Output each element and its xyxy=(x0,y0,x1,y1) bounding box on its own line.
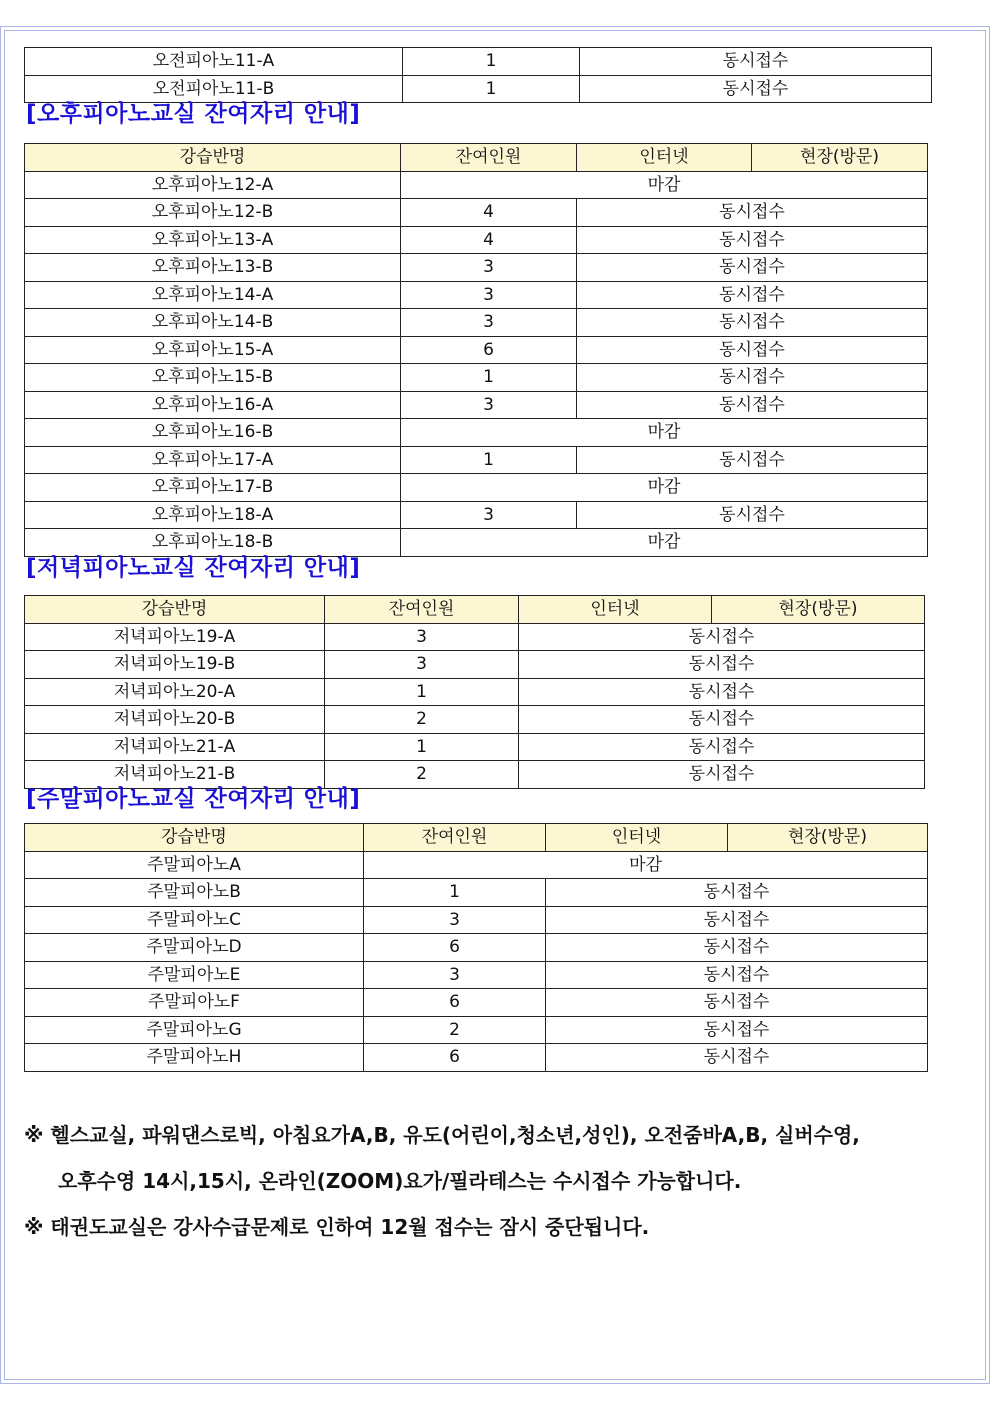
table-row xyxy=(25,879,928,907)
class-name-cell: 오후피아노13-A xyxy=(25,226,401,254)
table-row xyxy=(25,391,928,419)
closed-status-cell: 마감 xyxy=(401,474,928,502)
class-name-cell: 주말피아노A xyxy=(25,851,364,879)
weekend-piano-table xyxy=(24,823,928,1072)
class-name-cell: 오후피아노13-B xyxy=(25,254,401,282)
remaining-count-cell: 2 xyxy=(364,1016,546,1044)
class-name-cell: 오후피아노14-B xyxy=(25,309,401,337)
table-row xyxy=(25,1044,928,1072)
remaining-count-cell: 1 xyxy=(401,446,577,474)
class-name-cell: 저녁피아노20-A xyxy=(25,678,325,706)
table-row xyxy=(25,851,928,879)
class-name-cell: 주말피아노G xyxy=(25,1016,364,1044)
notice-line-2: 오후수영 14시,15시, 온라인(ZOOM)요가/필라테스는 수시접수 가능합니다. xyxy=(58,1169,742,1193)
table-row xyxy=(25,254,928,282)
class-name-cell: 오후피아노17-B xyxy=(25,474,401,502)
table-header-row xyxy=(25,596,925,624)
afternoon-section-heading: [오후피아노교실 잔여자리 안내] xyxy=(26,101,361,127)
class-name-cell: 오후피아노12-A xyxy=(25,171,401,199)
remaining-count-cell: 3 xyxy=(325,651,519,679)
column-header: 강습반명 xyxy=(25,824,364,852)
closed-status-cell: 마감 xyxy=(401,171,928,199)
class-name-cell: 주말피아노F xyxy=(25,989,364,1017)
status-cell: 동시접수 xyxy=(580,48,932,76)
table-row xyxy=(25,336,928,364)
class-name-cell: 오후피아노18-A xyxy=(25,501,401,529)
status-cell: 동시접수 xyxy=(546,961,928,989)
remaining-count-cell: 2 xyxy=(325,706,519,734)
table-row xyxy=(25,446,928,474)
remaining-count-cell: 6 xyxy=(364,934,546,962)
afternoon-piano-table xyxy=(24,143,928,557)
closed-status-cell: 마감 xyxy=(401,419,928,447)
notice-line-1: ※ 헬스교실, 파워댄스로빅, 아침요가A,B, 유도(어린이,청소년,성인), 오전줌바A,B, 실버수영, xyxy=(24,1123,860,1147)
table-header-row xyxy=(25,144,928,172)
class-name-cell: 오후피아노15-A xyxy=(25,336,401,364)
remaining-count-cell: 4 xyxy=(401,199,577,227)
class-name-cell: 오전피아노11-A xyxy=(25,48,403,76)
evening-piano-table xyxy=(24,595,925,789)
column-header: 현장(방문) xyxy=(728,824,928,852)
evening-section-heading: [저녁피아노교실 잔여자리 안내] xyxy=(26,555,361,581)
class-name-cell: 오후피아노16-B xyxy=(25,419,401,447)
status-cell: 동시접수 xyxy=(577,309,928,337)
remaining-count-cell: 1 xyxy=(403,48,580,76)
status-cell: 동시접수 xyxy=(519,706,925,734)
status-cell: 동시접수 xyxy=(577,446,928,474)
remaining-count-cell: 1 xyxy=(364,879,546,907)
status-cell: 동시접수 xyxy=(519,733,925,761)
table-row xyxy=(25,171,928,199)
status-cell: 동시접수 xyxy=(519,761,925,789)
remaining-count-cell: 3 xyxy=(364,961,546,989)
class-name-cell: 주말피아노E xyxy=(25,961,364,989)
class-name-cell: 오후피아노15-B xyxy=(25,364,401,392)
remaining-count-cell: 2 xyxy=(325,761,519,789)
table-row xyxy=(25,501,928,529)
status-cell: 동시접수 xyxy=(577,199,928,227)
status-cell: 동시접수 xyxy=(546,934,928,962)
class-name-cell: 저녁피아노20-B xyxy=(25,706,325,734)
table-row xyxy=(25,281,928,309)
class-name-cell: 주말피아노D xyxy=(25,934,364,962)
status-cell: 동시접수 xyxy=(519,678,925,706)
remaining-count-cell: 3 xyxy=(401,391,577,419)
remaining-count-cell: 4 xyxy=(401,226,577,254)
class-name-cell: 저녁피아노21-A xyxy=(25,733,325,761)
status-cell: 동시접수 xyxy=(546,1044,928,1072)
column-header: 잔여인원 xyxy=(364,824,546,852)
column-header: 잔여인원 xyxy=(325,596,519,624)
status-cell: 동시접수 xyxy=(546,989,928,1017)
status-cell: 동시접수 xyxy=(546,1016,928,1044)
class-name-cell: 주말피아노C xyxy=(25,906,364,934)
table-header-row xyxy=(25,824,928,852)
status-cell: 동시접수 xyxy=(546,906,928,934)
column-header: 강습반명 xyxy=(25,596,325,624)
status-cell: 동시접수 xyxy=(577,501,928,529)
notice-block xyxy=(24,1112,964,1250)
column-header: 인터넷 xyxy=(577,144,752,172)
remaining-count-cell: 1 xyxy=(403,75,580,103)
table-row xyxy=(25,48,932,76)
status-cell: 동시접수 xyxy=(577,391,928,419)
status-cell: 동시접수 xyxy=(519,623,925,651)
column-header: 잔여인원 xyxy=(401,144,577,172)
table-row xyxy=(25,733,925,761)
status-cell: 동시접수 xyxy=(519,651,925,679)
class-name-cell: 저녁피아노21-B xyxy=(25,761,325,789)
column-header: 인터넷 xyxy=(546,824,728,852)
closed-status-cell: 마감 xyxy=(401,529,928,557)
class-name-cell: 저녁피아노19-A xyxy=(25,623,325,651)
remaining-count-cell: 3 xyxy=(401,281,577,309)
class-name-cell: 저녁피아노19-B xyxy=(25,651,325,679)
remaining-count-cell: 1 xyxy=(325,733,519,761)
table-row xyxy=(25,1016,928,1044)
class-name-cell: 오전피아노11-B xyxy=(25,75,403,103)
table-row xyxy=(25,651,925,679)
notice-line-3: ※ 태권도교실은 강사수급문제로 인하여 12월 접수는 잠시 중단됩니다. xyxy=(24,1215,650,1239)
class-name-cell: 오후피아노18-B xyxy=(25,529,401,557)
remaining-count-cell: 6 xyxy=(364,989,546,1017)
class-name-cell: 오후피아노14-A xyxy=(25,281,401,309)
weekend-section-heading: [주말피아노교실 잔여자리 안내] xyxy=(26,786,361,812)
status-cell: 동시접수 xyxy=(580,75,932,103)
table-row xyxy=(25,989,928,1017)
table-row xyxy=(25,309,928,337)
status-cell: 동시접수 xyxy=(577,226,928,254)
class-name-cell: 오후피아노17-A xyxy=(25,446,401,474)
column-header: 강습반명 xyxy=(25,144,401,172)
remaining-count-cell: 3 xyxy=(325,623,519,651)
remaining-count-cell: 3 xyxy=(364,906,546,934)
table-row xyxy=(25,761,925,789)
table-row xyxy=(25,529,928,557)
remaining-count-cell: 1 xyxy=(401,364,577,392)
class-name-cell: 오후피아노12-B xyxy=(25,199,401,227)
table-row xyxy=(25,226,928,254)
status-cell: 동시접수 xyxy=(577,254,928,282)
table-row xyxy=(25,364,928,392)
table-row xyxy=(25,934,928,962)
status-cell: 동시접수 xyxy=(577,336,928,364)
remaining-count-cell: 3 xyxy=(401,254,577,282)
status-cell: 동시접수 xyxy=(577,364,928,392)
morning-piano-table xyxy=(24,47,932,103)
table-row xyxy=(25,906,928,934)
table-row xyxy=(25,75,932,103)
table-row xyxy=(25,678,925,706)
column-header: 인터넷 xyxy=(519,596,712,624)
status-cell: 동시접수 xyxy=(577,281,928,309)
column-header: 현장(방문) xyxy=(752,144,928,172)
table-row xyxy=(25,961,928,989)
remaining-count-cell: 6 xyxy=(364,1044,546,1072)
closed-status-cell: 마감 xyxy=(364,851,928,879)
table-row xyxy=(25,199,928,227)
status-cell: 동시접수 xyxy=(546,879,928,907)
table-row xyxy=(25,419,928,447)
class-name-cell: 주말피아노H xyxy=(25,1044,364,1072)
table-row xyxy=(25,623,925,651)
remaining-count-cell: 6 xyxy=(401,336,577,364)
table-row xyxy=(25,474,928,502)
column-header: 현장(방문) xyxy=(712,596,925,624)
table-row xyxy=(25,706,925,734)
class-name-cell: 주말피아노B xyxy=(25,879,364,907)
remaining-count-cell: 3 xyxy=(401,309,577,337)
class-name-cell: 오후피아노16-A xyxy=(25,391,401,419)
remaining-count-cell: 3 xyxy=(401,501,577,529)
remaining-count-cell: 1 xyxy=(325,678,519,706)
